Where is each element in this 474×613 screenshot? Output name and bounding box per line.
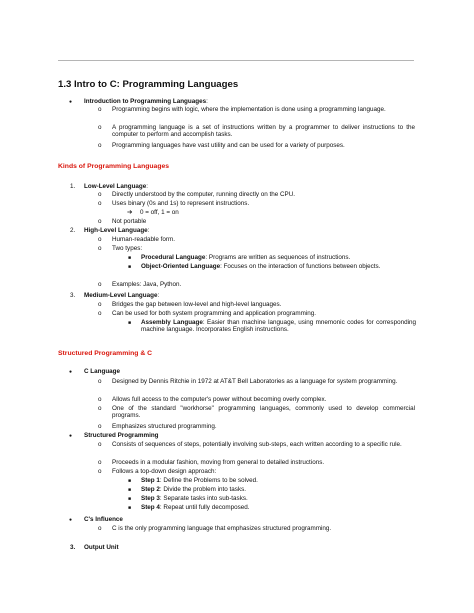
c-language-title: C Language [84, 368, 121, 375]
output-unit-title: Output Unit [84, 544, 119, 551]
step-2: Step 2: Divide the problem into tasks. [141, 486, 247, 493]
c-language-item-1: Designed by Dennis Ritchie in 1972 at AT&T Bell Laboratories as a language for system programming. [112, 378, 398, 385]
low-level-item-1: Directly understood by the computer, running directly on the CPU. [112, 191, 296, 198]
c-language-item-2: Allows full access to the computer's power without becoming overly complex. [112, 396, 327, 403]
bullet-icon: ● [69, 433, 73, 439]
square-bullet-icon: ■ [128, 496, 132, 502]
square-bullet-icon: ■ [128, 505, 132, 511]
header-rule [58, 60, 414, 61]
intro-item-2: A programming language is a set of instructions written by a programmer to deliver instructions to the computer to perform and accomplish tasks. [112, 124, 415, 139]
intro-heading: Introduction to Programming Languages: [84, 98, 208, 105]
square-bullet-icon: ■ [128, 478, 132, 484]
high-level-item-2: Two types: [112, 245, 143, 252]
intro-item-3: Programming languages have vast utility and can be used for a variety of purposes. [112, 142, 345, 149]
circle-bullet-icon: o [98, 468, 102, 475]
low-level-title: Low-Level Language: [84, 183, 149, 190]
circle-bullet-icon: o [98, 405, 102, 412]
structured-programming-item-2: Proceeds in a modular fashion, moving from general to detailed instructions. [112, 459, 325, 466]
object-oriented-language: Object-Oriented Language: Focuses on the interaction of functions between objects. [141, 263, 381, 270]
c-influence-title: C's Influence [84, 516, 123, 523]
circle-bullet-icon: o [98, 310, 102, 317]
list-number: 3. [70, 544, 76, 551]
square-bullet-icon: ■ [128, 264, 132, 270]
c-influence-item-1: C is the only programming language that emphasizes structured programming. [112, 525, 332, 532]
square-bullet-icon: ■ [128, 255, 132, 261]
low-level-subitem: 0 = off, 1 = on [140, 209, 179, 216]
procedural-language: Procedural Language: Programs are written as sequences of instructions. [141, 254, 351, 261]
square-bullet-icon: ■ [128, 320, 132, 326]
circle-bullet-icon: o [98, 191, 102, 198]
circle-bullet-icon: o [98, 106, 102, 113]
high-level-item-1: Human-readable form. [112, 236, 175, 243]
kinds-heading: Kinds of Programming Languages [58, 163, 170, 170]
step-1: Step 1: Define the Problems to be solved. [141, 477, 258, 484]
structured-programming-item-1: Consists of sequences of steps, potentially involving sub-steps, each written according to a specific rule. [112, 441, 402, 448]
circle-bullet-icon: o [98, 396, 102, 403]
c-language-item-4: Emphasizes structured programming. [112, 423, 217, 430]
low-level-item-3: Not portable [112, 218, 147, 225]
circle-bullet-icon: o [98, 441, 102, 448]
circle-bullet-icon: o [98, 200, 102, 207]
assembly-language: Assembly Language: Easier than machine language, using mnemonic codes for corresponding machine language. Incorporates English instructions. [141, 319, 416, 334]
circle-bullet-icon: o [98, 378, 102, 385]
square-bullet-icon: ■ [128, 487, 132, 493]
circle-bullet-icon: o [98, 218, 102, 225]
high-level-item-3: Examples: Java, Python. [112, 281, 182, 288]
circle-bullet-icon: o [98, 301, 102, 308]
medium-level-item-2: Can be used for both system programming and application programming. [112, 310, 317, 317]
circle-bullet-icon: o [98, 281, 102, 288]
circle-bullet-icon: o [98, 423, 102, 430]
circle-bullet-icon: o [98, 236, 102, 243]
structured-heading: Structured Programming & C [58, 350, 153, 357]
structured-programming-item-3: Follows a top-down design approach: [112, 468, 217, 475]
circle-bullet-icon: o [98, 124, 102, 131]
medium-level-item-1: Bridges the gap between low-level and high-level languages. [112, 301, 282, 308]
arrow-icon: ➔ [127, 209, 133, 216]
structured-programming-title: Structured Programming [84, 432, 159, 439]
bullet-icon: ● [69, 99, 73, 105]
bullet-icon: ● [69, 369, 73, 375]
medium-level-title: Medium-Level Language: [84, 292, 160, 299]
circle-bullet-icon: o [98, 245, 102, 252]
page-title: 1.3 Intro to C: Programming Languages [58, 79, 239, 90]
high-level-title: High-Level Language: [84, 227, 150, 234]
circle-bullet-icon: o [98, 142, 102, 149]
bullet-icon: ● [69, 517, 73, 523]
step-4: Step 4: Repeat until fully decomposed. [141, 504, 250, 511]
low-level-item-2: Uses binary (0s and 1s) to represent instructions. [112, 200, 250, 207]
circle-bullet-icon: o [98, 459, 102, 466]
list-number: 3. [70, 292, 76, 299]
step-3: Step 3: Separate tasks into sub-tasks. [141, 495, 248, 502]
circle-bullet-icon: o [98, 525, 102, 532]
c-language-item-3: One of the standard "workhorse" programming languages, commonly used to develop commercial programs. [112, 405, 415, 420]
intro-item-1: Programming begins with logic, where the implementation is done using a programming language. [112, 106, 386, 113]
list-number: 2. [70, 227, 76, 234]
list-number: 1. [70, 183, 76, 190]
